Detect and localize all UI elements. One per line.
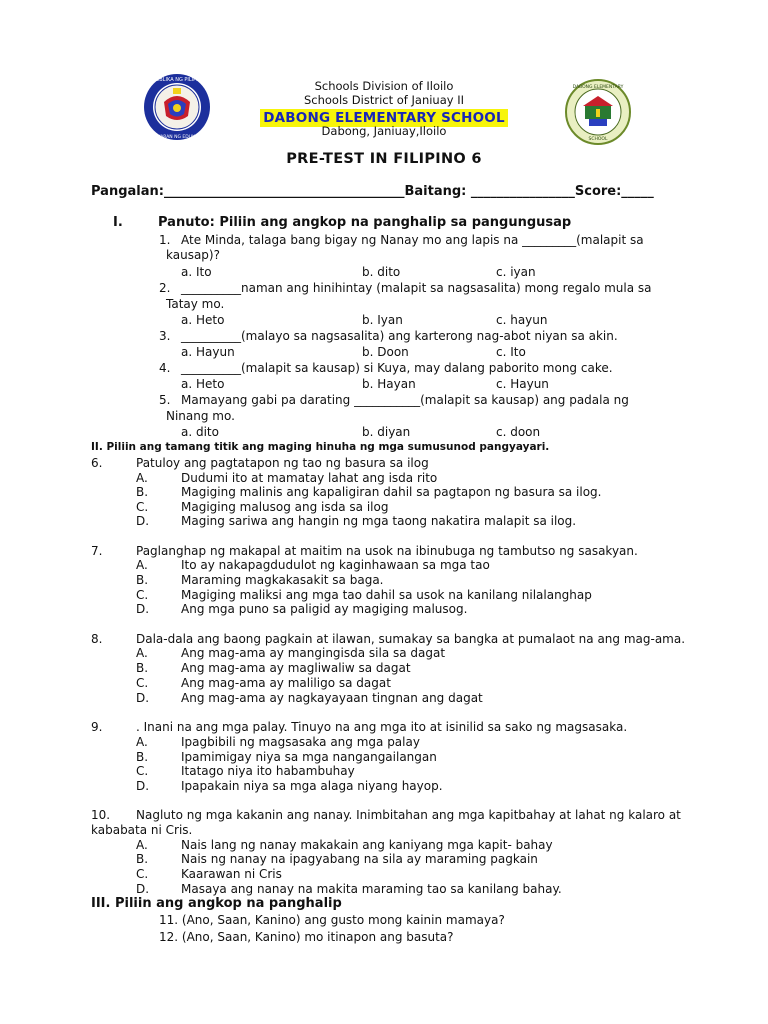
choice-text: Ipamimigay niya sa mga nangangailangan	[181, 750, 437, 764]
item-question: __________(malapit sa kausap) si Kuya, may dalang paborito mong cake.	[181, 361, 613, 375]
school-name-highlight: DABONG ELEMENTARY SCHOOL	[260, 109, 508, 127]
item-question-cont: kababata ni Cris.	[91, 823, 193, 837]
item-question: . Inani na ang mga palay. Tinuyo na ang mga ito at isinilid sa sako ng magsasaka.	[136, 720, 628, 734]
svg-text:DABONG ELEMENTARY: DABONG ELEMENTARY	[572, 85, 624, 90]
choice-letter: C.	[136, 588, 149, 602]
svg-text:KAGAWARAN NG EDUKASYON: KAGAWARAN NG EDUKASYON	[143, 135, 211, 140]
choice-letter: D.	[136, 691, 150, 705]
choice-c: c. hayun	[496, 313, 548, 327]
section2-heading: II. Piliin ang tamang titik ang maging hinuha ng mga sumusunod pangyayari.	[91, 441, 550, 453]
choice-letter: A.	[136, 735, 148, 749]
item-question: Mamayang gabi pa darating ___________(malapit sa kausap) ang padala ng	[181, 393, 629, 407]
item-number: 4.	[159, 361, 171, 375]
page-title: PRE-TEST IN FILIPINO 6	[286, 151, 482, 167]
choice-b: b. Doon	[362, 345, 409, 359]
item-question: Ate Minda, talaga bang bigay ng Nanay mo ang lapis na _________(malapit sa	[181, 233, 644, 247]
item-question: Dala-dala ang baong pagkain at ilawan, sumakay sa bangka at pumalaot na ang mag-ama.	[136, 632, 686, 646]
choice-c: c. Ito	[496, 345, 526, 359]
choice-text: Kaarawan ni Cris	[181, 867, 282, 881]
choice-letter: B.	[136, 852, 149, 866]
choice-text: Ipagbibili ng magsasaka ang mga palay	[181, 735, 420, 749]
choice-text: Magiging malusog ang isda sa ilog	[181, 500, 389, 514]
item-number: 5.	[159, 393, 171, 407]
item-question: 12. (Ano, Saan, Kanino) mo itinapon ang basuta?	[159, 930, 454, 944]
choice-letter: A.	[136, 471, 148, 485]
item-number: 7.	[91, 544, 103, 558]
item-number: 2.	[159, 281, 171, 295]
item-question: 11. (Ano, Saan, Kanino) ang gusto mong kainin mamaya?	[159, 913, 505, 927]
section1-heading	[113, 215, 572, 230]
choice-text: Ang mag-ama ay magliwaliw sa dagat	[181, 661, 411, 675]
choice-c: c. doon	[496, 425, 541, 439]
choice-letter: B.	[136, 485, 149, 499]
choice-text: Magiging maliksi ang mga tao dahil sa usok na kanilang nilalanghap	[181, 588, 592, 602]
choice-letter: B.	[136, 661, 149, 675]
choice-letter: D.	[136, 882, 150, 896]
district-text: Schools District of Janiuay II	[303, 93, 465, 107]
item-question: __________(malayo sa nagsasalita) ang karterong nag-abot niyan sa akin.	[181, 329, 618, 343]
choice-text: Ang mag-ama ay nagkayayaan tingnan ang dagat	[181, 691, 483, 705]
choice-a: a. Heto	[181, 377, 225, 391]
item-question: Patuloy ang pagtatapon ng tao ng basura sa ilog	[136, 456, 429, 470]
choice-b: b. Hayan	[362, 377, 416, 391]
item-question-cont: Ninang mo.	[166, 409, 235, 423]
student-info-line: Pangalan:_____________________________________Baitang: ________________Score:_____	[91, 184, 654, 199]
choice-letter: C.	[136, 867, 149, 881]
choice-letter: B.	[136, 750, 149, 764]
item-number: 1.	[159, 233, 171, 247]
choice-a: a. Ito	[181, 265, 212, 279]
choice-a: a. dito	[181, 425, 219, 439]
choice-letter: C.	[136, 500, 149, 514]
item-number: 10.	[91, 808, 111, 822]
choice-letter: B.	[136, 573, 149, 587]
choice-letter: A.	[136, 646, 148, 660]
choice-a: a. Hayun	[181, 345, 235, 359]
choice-text: Nais ng nanay na ipagyabang na sila ay maraming pagkain	[181, 852, 538, 866]
choice-text: Ang mag-ama ay maliligo sa dagat	[181, 676, 391, 690]
choice-letter: D.	[136, 602, 150, 616]
choice-text: Itatago niya ito habambuhay	[181, 764, 355, 778]
item-question: Paglanghap ng makapal at maitim na usok na ibinubuga ng tambutso ng sasakyan.	[136, 544, 638, 558]
item-question: Nagluto ng mga kakanin ang nanay. Inimbitahan ang mga kapitbahay at lahat ng kalaro at	[136, 808, 681, 822]
item-question-cont: kausap)?	[166, 248, 220, 262]
address-text: Dabong, Janiuay,Iloilo	[321, 124, 447, 138]
choice-text: Ipapakain niya sa mga alaga niyang hayop.	[181, 779, 443, 793]
item-number: 8.	[91, 632, 103, 646]
choice-text: Ito ay nakapagdudulot ng kaginhawaan sa mga tao	[181, 558, 490, 572]
choice-text: Magiging malinis ang kapaligiran dahil sa pagtapon ng basura sa ilog.	[181, 485, 602, 499]
choice-letter: C.	[136, 676, 149, 690]
svg-text:SCHOOL: SCHOOL	[588, 137, 608, 142]
choice-b: b. diyan	[362, 425, 411, 439]
item-question: __________naman ang hinihintay (malapit sa nagsasalita) mong regalo mula sa	[181, 281, 652, 295]
division-text: Schools Division of Iloilo	[314, 79, 454, 93]
choice-c: c. Hayun	[496, 377, 549, 391]
item-number: 6.	[91, 456, 103, 470]
section1-instruction: Panuto: Piliin ang angkop na panghalip sa pangungusap	[158, 215, 572, 230]
choice-letter: D.	[136, 514, 150, 528]
choice-c: c. iyan	[496, 265, 536, 279]
choice-letter: C.	[136, 764, 149, 778]
choice-letter: A.	[136, 558, 148, 572]
choice-text: Nais lang ng nanay makakain ang kaniyang mga kapit- bahay	[181, 838, 553, 852]
item-number: 9.	[91, 720, 103, 734]
choice-text: Maging sariwa ang hangin ng mga taong nakatira malapit sa ilog.	[181, 514, 577, 528]
choice-a: a. Heto	[181, 313, 225, 327]
choice-b: b. Iyan	[362, 313, 403, 327]
choice-letter: A.	[136, 838, 148, 852]
section1-number: I.	[113, 215, 123, 230]
item-number: 3.	[159, 329, 171, 343]
choice-text: Masaya ang nanay na makita maraming tao sa kanilang bahay.	[181, 882, 562, 896]
choice-text: Ang mga puno sa paligid ay magiging malusog.	[181, 602, 468, 616]
item-question-cont: Tatay mo.	[166, 297, 225, 311]
choice-text: Ang mag-ama ay mangingisda sila sa dagat	[181, 646, 446, 660]
choice-b: b. dito	[362, 265, 401, 279]
choice-letter: D.	[136, 779, 150, 793]
choice-text: Maraming magkakasakit sa baga.	[181, 573, 384, 587]
svg-text:REPUBLIKA NG PILIPINAS: REPUBLIKA NG PILIPINAS	[146, 77, 208, 83]
section3-heading: III. Piliin ang angkop na panghalip	[91, 896, 342, 911]
choice-text: Dudumi ito at mamatay lahat ang isda rito	[181, 471, 438, 485]
